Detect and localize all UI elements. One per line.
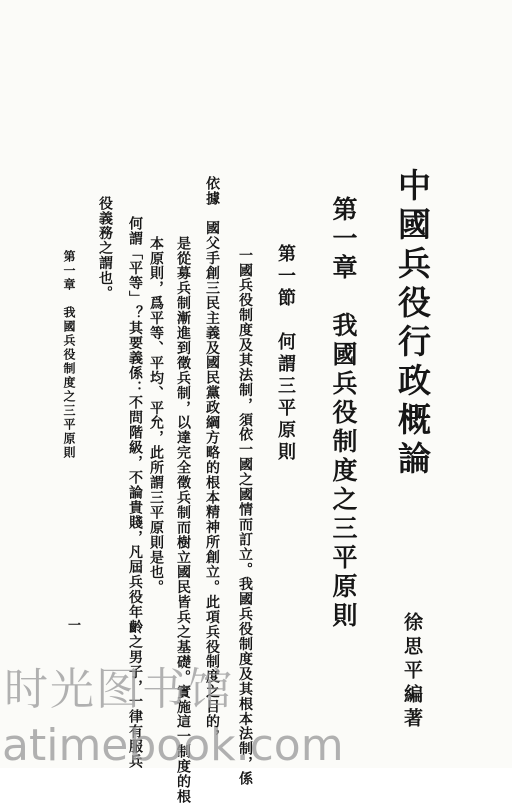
body-column: 依據 國父手創三民主義及國民黨政綱方略的根本精神所創立。此項兵役制度之目的， bbox=[204, 176, 220, 745]
body-column: 本原則，爲平等、平均、平允，此所謂三平原則是也。 bbox=[148, 236, 164, 595]
watermark-url: atimebook.com bbox=[2, 720, 344, 771]
body-column: 役義務之謂也。 bbox=[97, 196, 113, 301]
body-column: 是從募兵制漸進到徵兵制，以達完全徵兵制而樹立國民皆兵之基礎。實施這一制度的根 bbox=[175, 236, 191, 804]
chapter-heading: 第一章 我國兵役制度之三平原則 bbox=[329, 196, 358, 631]
section-heading: 第一節 何謂三平原則 bbox=[275, 244, 296, 464]
author-credit: 徐思平編著 bbox=[401, 612, 423, 732]
watermark-chinese: 时光图书馆 bbox=[4, 664, 234, 715]
body-column: 何謂「平等」？其要義係：不問階級，不論貴賤，凡屆兵役年齡之男子，一律有服兵 bbox=[127, 216, 143, 770]
body-column: 一國兵役制度及其法制，須依一國之國情而訂立。我國兵役制度及其根本法制，係 bbox=[237, 248, 253, 787]
page-number: 一 bbox=[65, 618, 80, 631]
running-footer: 第一章 我國兵役制度之三平原則 bbox=[62, 250, 76, 460]
book-title: 中國兵役行政概論 bbox=[393, 168, 432, 480]
